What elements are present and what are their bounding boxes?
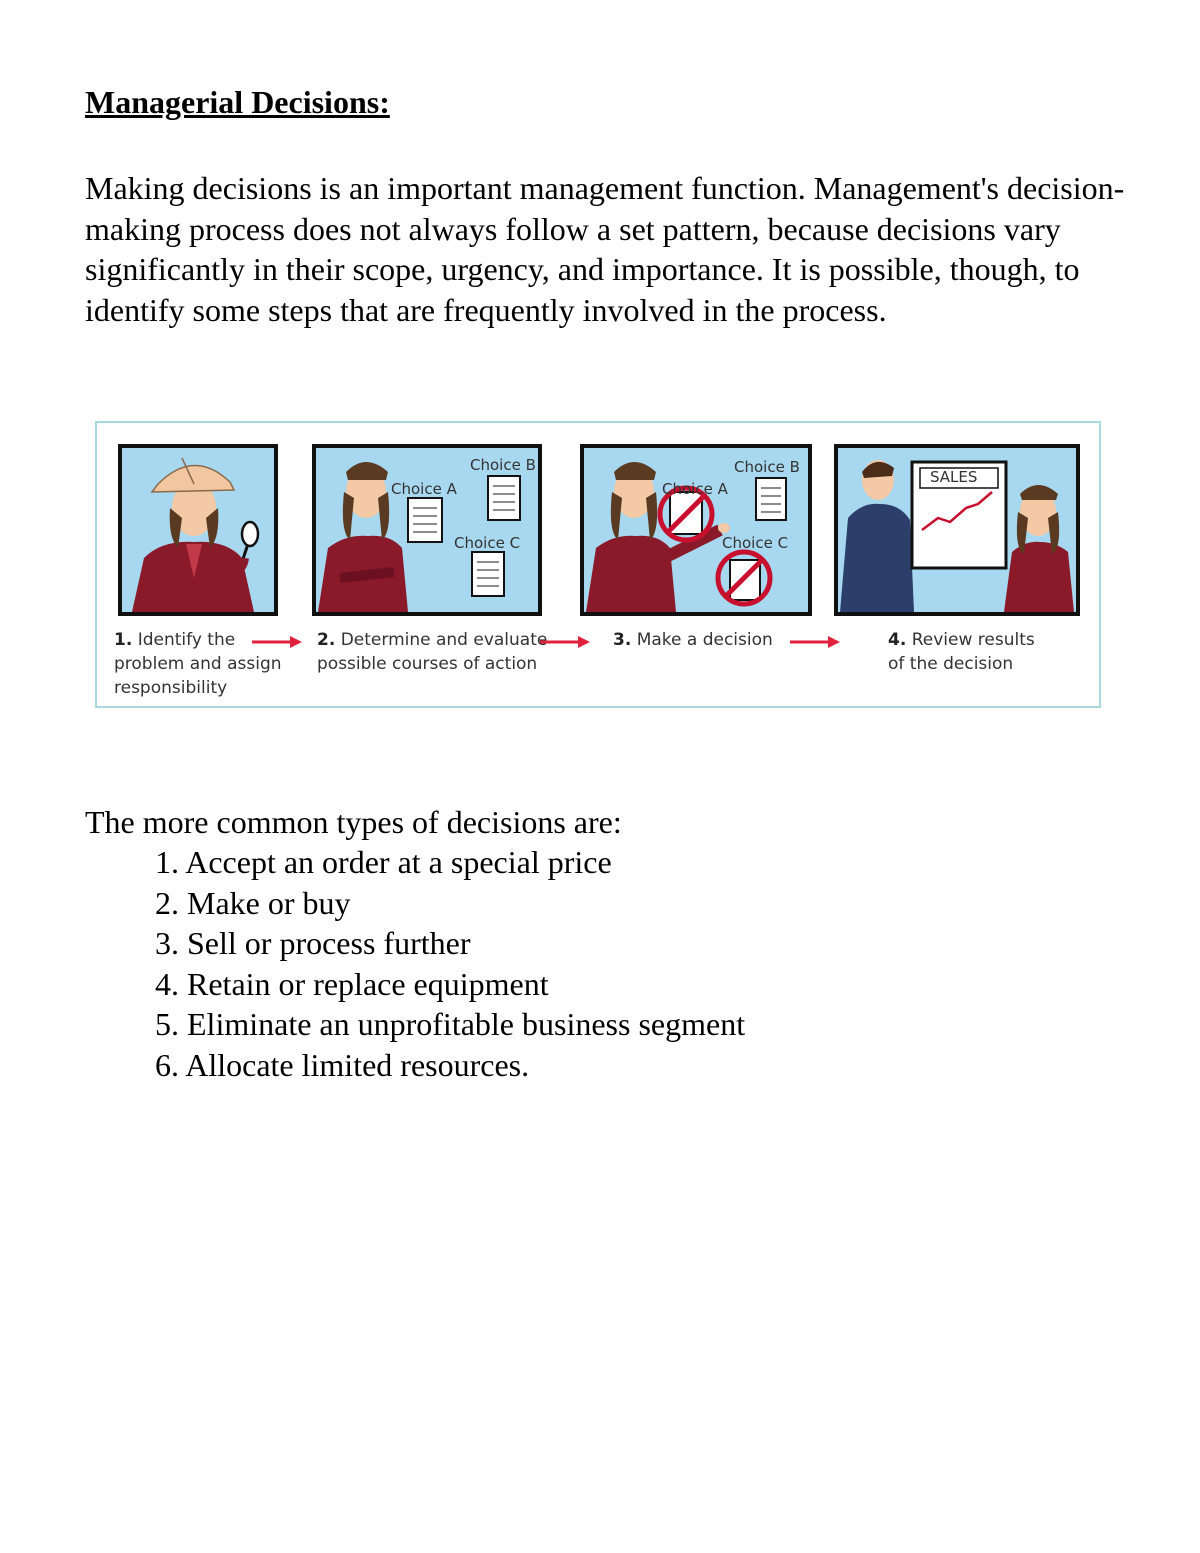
detective-woman-illustration xyxy=(122,448,274,612)
arrow-right-icon xyxy=(790,635,842,649)
decision-types-intro: The more common types of decisions are: xyxy=(85,804,622,840)
choice-b-label: Choice B xyxy=(470,456,536,474)
intro-paragraph: Making decisions is an important management function. Management's decision-making process does not always follow a set pattern, because decisions vary significantly in their scope, urgency, and importance. It is possible, though, to identify some steps that are frequently involved in the process. xyxy=(85,170,1125,328)
decision-process-figure xyxy=(95,421,1101,708)
choice-c-label: Choice C xyxy=(454,534,521,552)
step-4: 4. Review results of the decision xyxy=(888,630,1035,674)
list-item: 2. Make or buy xyxy=(155,884,351,921)
choice-c-label: Choice C xyxy=(722,534,789,552)
panel-evaluate-choices xyxy=(312,444,542,616)
list-item: 4. Retain or replace equipment xyxy=(155,965,549,1002)
list-item: 5. Eliminate an unprofitable business segment xyxy=(155,1006,746,1042)
step-1: 1. Identify the problem and assign responsibility xyxy=(114,630,282,698)
list-item: 6. Allocate limited resources. xyxy=(155,1046,530,1083)
step-2: 2. Determine and evaluate possible courses of action xyxy=(317,630,548,674)
arrow-right-icon xyxy=(540,635,592,649)
list-item: 1. Accept an order at a special price xyxy=(155,844,612,880)
page-title: Managerial Decisions: xyxy=(85,84,390,120)
panel-identify-problem xyxy=(118,444,278,616)
step-3: 3. Make a decision xyxy=(613,630,773,650)
choice-a-label: Choice A xyxy=(391,480,457,498)
panel-review-results xyxy=(834,444,1080,616)
arrow-right-icon xyxy=(252,635,304,649)
decision-types-list xyxy=(155,842,745,1085)
choice-a-label: Choice A xyxy=(662,480,728,498)
choice-b-label: Choice B xyxy=(734,458,800,476)
panel-make-decision xyxy=(580,444,812,616)
list-item: 3. Sell or process further xyxy=(155,925,471,961)
magnifier-icon xyxy=(242,522,258,546)
sales-chart-title: SALES xyxy=(930,468,978,486)
